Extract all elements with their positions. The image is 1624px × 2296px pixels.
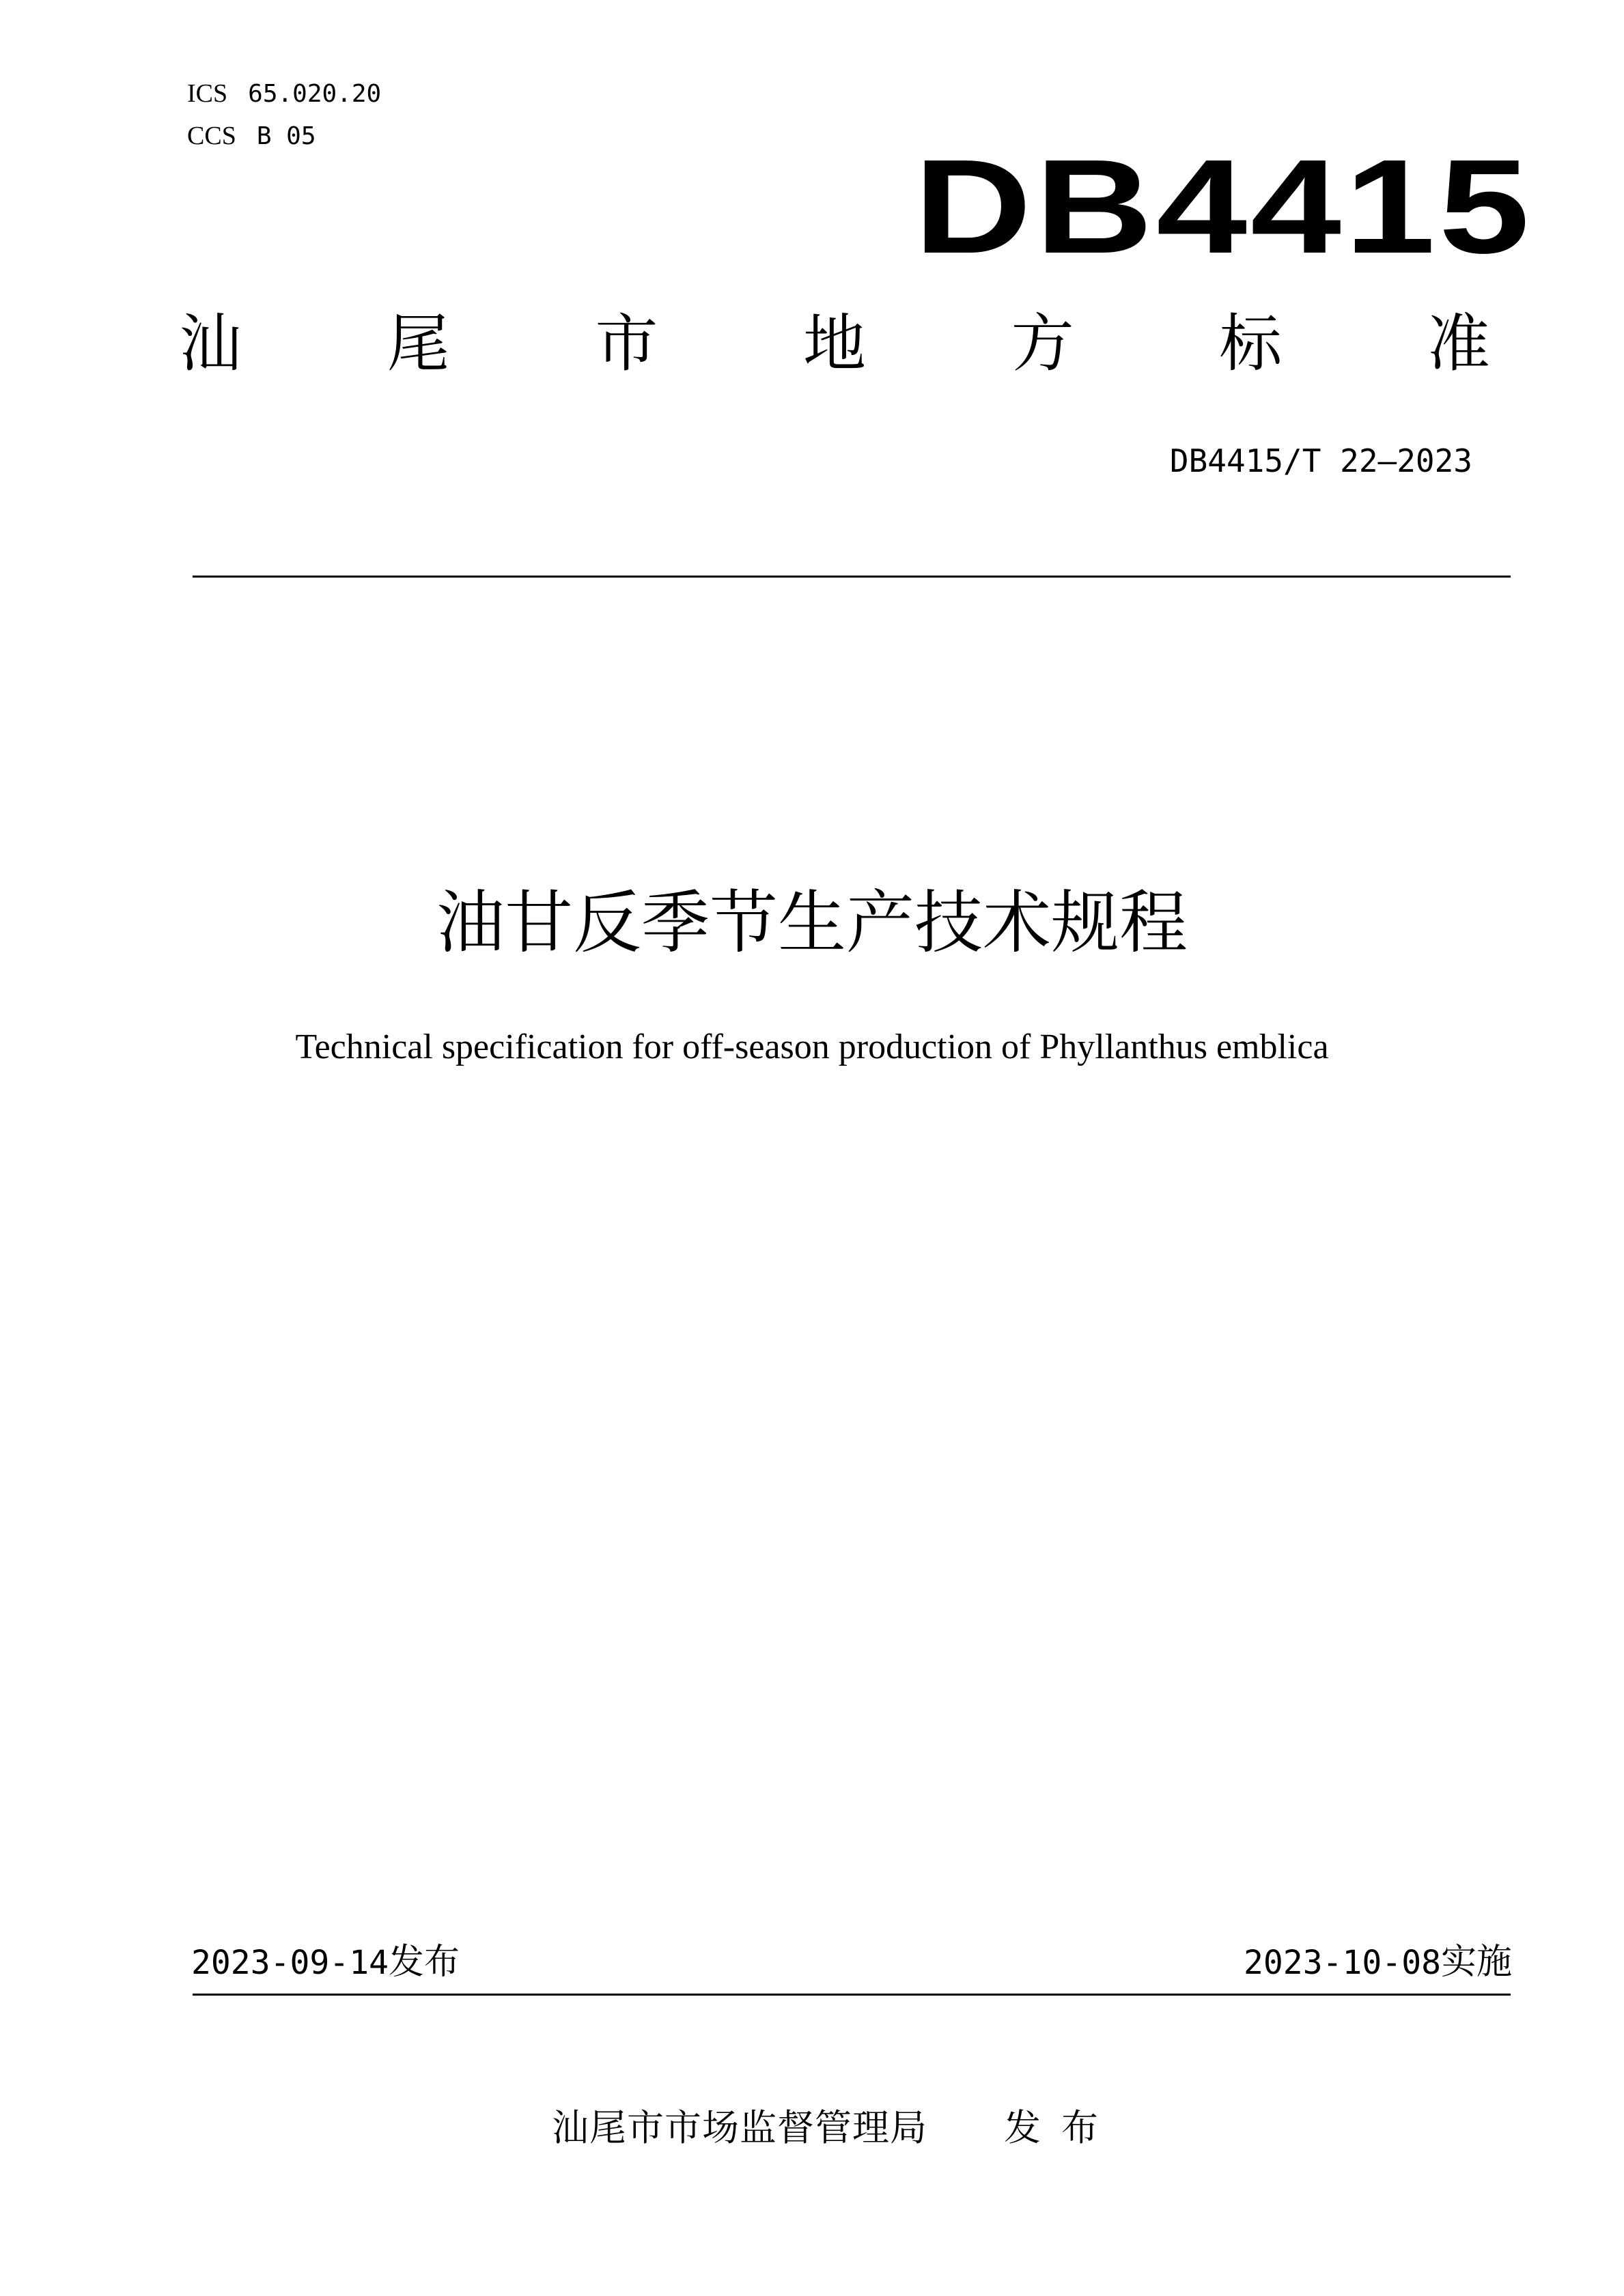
- standard-type-char: 标: [1219, 307, 1283, 380]
- standard-type-char: 地: [802, 307, 866, 380]
- ccs-value: B 05: [256, 122, 316, 150]
- standard-type-char: 汕: [179, 307, 242, 380]
- standard-type-heading: [179, 307, 1490, 380]
- issuer-organization: 汕尾市市场监督管理局: [552, 2106, 927, 2149]
- ics-value: 65.020.20: [248, 80, 382, 108]
- implement-date: [1244, 1942, 1512, 1983]
- publish-date: [191, 1942, 460, 1983]
- bottom-divider: [193, 1994, 1511, 1996]
- standard-type-char: 方: [1011, 307, 1074, 380]
- issuing-authority: [552, 2106, 1119, 2149]
- ics-label: ICS: [187, 79, 228, 108]
- issuer-action: 发布: [1004, 2106, 1119, 2149]
- implement-date-label: 实施: [1440, 1942, 1512, 1983]
- standard-number: DB4415/T 22—2023: [1169, 442, 1472, 479]
- publish-date-label: 发布: [388, 1942, 460, 1983]
- document-title-chinese: 油甘反季节生产技术规程: [436, 883, 1188, 963]
- standard-type-char: 尾: [387, 307, 450, 380]
- standard-type-char: 市: [595, 307, 658, 380]
- standard-type-char: 准: [1427, 307, 1490, 380]
- db-code-logo: DB4415: [914, 132, 1533, 281]
- implement-date-value: 2023-10-08: [1244, 1944, 1441, 1982]
- ccs-code: [187, 123, 316, 149]
- publish-date-value: 2023-09-14: [191, 1944, 389, 1982]
- ccs-label: CCS: [187, 122, 236, 150]
- top-divider: [193, 576, 1511, 578]
- ics-code: [187, 81, 381, 107]
- document-title-english: Technical specification for off-season production of Phyllanthus emblica: [295, 1027, 1329, 1066]
